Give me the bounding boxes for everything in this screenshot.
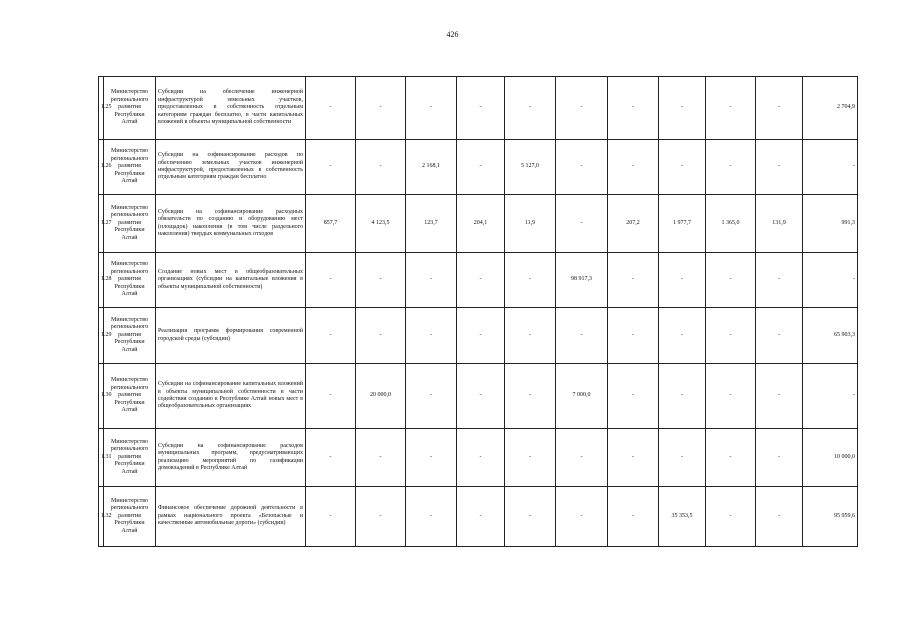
value-cell: - <box>556 487 608 547</box>
value-cell: - <box>756 140 803 195</box>
value-cell: - <box>457 487 505 547</box>
value-cell: 7 000,0 <box>556 364 608 429</box>
value-cell: - <box>505 429 556 487</box>
row-number: 1.31 <box>99 429 104 487</box>
value-cell: 1 365,0 <box>706 195 756 253</box>
value-cell: 11,9 <box>505 195 556 253</box>
organization-cell: Министерство регионального развития Республики Алтай <box>104 308 156 364</box>
value-cell: - <box>306 487 356 547</box>
description-cell: Субсидии на софинансирование капитальных вложений в объекты муниципальной собственности в части содействия созданию в Республике Алтай новых мест в общеобразовательных организациях <box>156 364 306 429</box>
value-cell: - <box>457 253 505 308</box>
value-cell: - <box>505 487 556 547</box>
organization-cell: Министерство регионального развития Республики Алтай <box>104 253 156 308</box>
row-number: 1.27 <box>99 195 104 253</box>
value-cell: 131,9 <box>756 195 803 253</box>
value-cell: 991,3 <box>803 195 858 253</box>
value-cell: 204,1 <box>457 195 505 253</box>
value-cell: 20 000,0 <box>356 364 406 429</box>
value-cell: - <box>457 77 505 140</box>
row-number: 1.26 <box>99 140 104 195</box>
description-cell: Субсидии на обеспечение инженерной инфраструктурой земельных участков, предоставленных в собственность отдельным категориям граждан бесплатно, в части капитальных вложений в объекты муниципальной собственности <box>156 77 306 140</box>
value-cell: - <box>457 364 505 429</box>
value-cell: - <box>803 364 858 429</box>
value-cell: - <box>659 77 706 140</box>
value-cell: - <box>306 364 356 429</box>
organization-cell: Министерство регионального развития Республики Алтай <box>104 429 156 487</box>
organization-cell: Министерство регионального развития Республики Алтай <box>104 364 156 429</box>
value-cell: - <box>706 140 756 195</box>
description-cell: Субсидии на софинансирование расходных обязательств по созданию и оборудованию мест (площадок) накопления (в том числе раздельного накопления) твердых коммунальных отходов <box>156 195 306 253</box>
value-cell: 857,7 <box>306 195 356 253</box>
value-cell: - <box>756 429 803 487</box>
value-cell: - <box>706 253 756 308</box>
value-cell: 10 000,0 <box>803 429 858 487</box>
value-cell: - <box>406 364 457 429</box>
value-cell: 5 127,0 <box>505 140 556 195</box>
value-cell: - <box>406 429 457 487</box>
description-cell: Субсидии на софинансирование расходов по обеспечению земельных участков инженерной инфраструктурой, предоставленных в собственность отдельным категориям граждан бесплатно <box>156 140 306 195</box>
value-cell: - <box>306 308 356 364</box>
organization-cell: Министерство регионального развития Республики Алтай <box>104 77 156 140</box>
value-cell: - <box>556 77 608 140</box>
table-row <box>99 195 858 253</box>
table-row <box>99 487 858 547</box>
organization-cell: Министерство регионального развития Республики Алтай <box>104 195 156 253</box>
row-number: 1.29 <box>99 308 104 364</box>
value-cell: - <box>659 140 706 195</box>
value-cell: - <box>505 253 556 308</box>
budget-table <box>98 76 858 547</box>
value-cell: - <box>706 308 756 364</box>
value-cell: - <box>706 364 756 429</box>
value-cell: - <box>756 77 803 140</box>
value-cell: - <box>659 308 706 364</box>
value-cell: - <box>659 364 706 429</box>
value-cell: - <box>406 308 457 364</box>
description-cell: Финансовое обеспечение дорожной деятельности в рамках национального проекта «Безопасные и качественные автомобильные дороги» (субсидии) <box>156 487 306 547</box>
value-cell: 35 353,5 <box>659 487 706 547</box>
value-cell: - <box>706 77 756 140</box>
value-cell: - <box>608 487 659 547</box>
value-cell: - <box>457 140 505 195</box>
value-cell: - <box>356 429 406 487</box>
value-cell: - <box>356 487 406 547</box>
value-cell: - <box>756 487 803 547</box>
value-cell: - <box>608 253 659 308</box>
row-number: 1.32 <box>99 487 104 547</box>
value-cell: 98 917,3 <box>556 253 608 308</box>
value-cell: 1 977,7 <box>659 195 706 253</box>
value-cell: - <box>659 429 706 487</box>
value-cell: - <box>706 487 756 547</box>
value-cell: - <box>505 77 556 140</box>
value-cell: - <box>608 308 659 364</box>
value-cell: - <box>406 487 457 547</box>
value-cell: - <box>306 77 356 140</box>
value-cell: - <box>406 253 457 308</box>
value-cell: - <box>556 195 608 253</box>
value-cell: - <box>706 429 756 487</box>
value-cell: - <box>556 140 608 195</box>
value-cell: - <box>659 253 706 308</box>
value-cell: 123,7 <box>406 195 457 253</box>
value-cell: - <box>356 140 406 195</box>
description-cell: Создание новых мест в общеобразовательных организациях (субсидии на капитальные вложения в объекты муниципальной собственности) <box>156 253 306 308</box>
value-cell: - <box>756 308 803 364</box>
value-cell: - <box>356 77 406 140</box>
value-cell: - <box>356 253 406 308</box>
value-cell: - <box>306 429 356 487</box>
table-row <box>99 140 858 195</box>
value-cell: - <box>608 77 659 140</box>
value-cell: - <box>457 429 505 487</box>
value-cell: - <box>803 140 858 195</box>
description-cell: Субсидии на софинансирование расходов муниципальных программ, предусматривающих реализацию мероприятий по газификации домовладений в Республике Алтай <box>156 429 306 487</box>
value-cell: 4 123,5 <box>356 195 406 253</box>
value-cell: - <box>608 364 659 429</box>
description-cell: Реализация программ формирования современной городской среды (субсидии) <box>156 308 306 364</box>
organization-cell: Министерство регионального развития Республики Алтай <box>104 487 156 547</box>
page-number: 426 <box>446 30 459 39</box>
table-row <box>99 308 858 364</box>
value-cell: - <box>756 364 803 429</box>
value-cell: - <box>608 429 659 487</box>
value-cell: - <box>556 308 608 364</box>
value-cell: 65 903,3 <box>803 308 858 364</box>
value-cell: - <box>306 140 356 195</box>
table-row <box>99 253 858 308</box>
value-cell: - <box>457 308 505 364</box>
table-row <box>99 77 858 140</box>
value-cell: - <box>505 308 556 364</box>
value-cell: 2 168,1 <box>406 140 457 195</box>
value-cell: - <box>803 253 858 308</box>
value-cell: - <box>608 140 659 195</box>
table-row <box>99 364 858 429</box>
organization-cell: Министерство регионального развития Республики Алтай <box>104 140 156 195</box>
value-cell: - <box>505 364 556 429</box>
value-cell: 207,2 <box>608 195 659 253</box>
row-number: 1.28 <box>99 253 104 308</box>
value-cell: - <box>306 253 356 308</box>
value-cell: - <box>556 429 608 487</box>
row-number: 1.30 <box>99 364 104 429</box>
value-cell: - <box>406 77 457 140</box>
value-cell: - <box>756 253 803 308</box>
value-cell: - <box>356 308 406 364</box>
value-cell: 2 704,9 <box>803 77 858 140</box>
value-cell: 95 959,6 <box>803 487 858 547</box>
row-number: 1.25 <box>99 77 104 140</box>
table-row <box>99 429 858 487</box>
table-body <box>99 77 858 547</box>
